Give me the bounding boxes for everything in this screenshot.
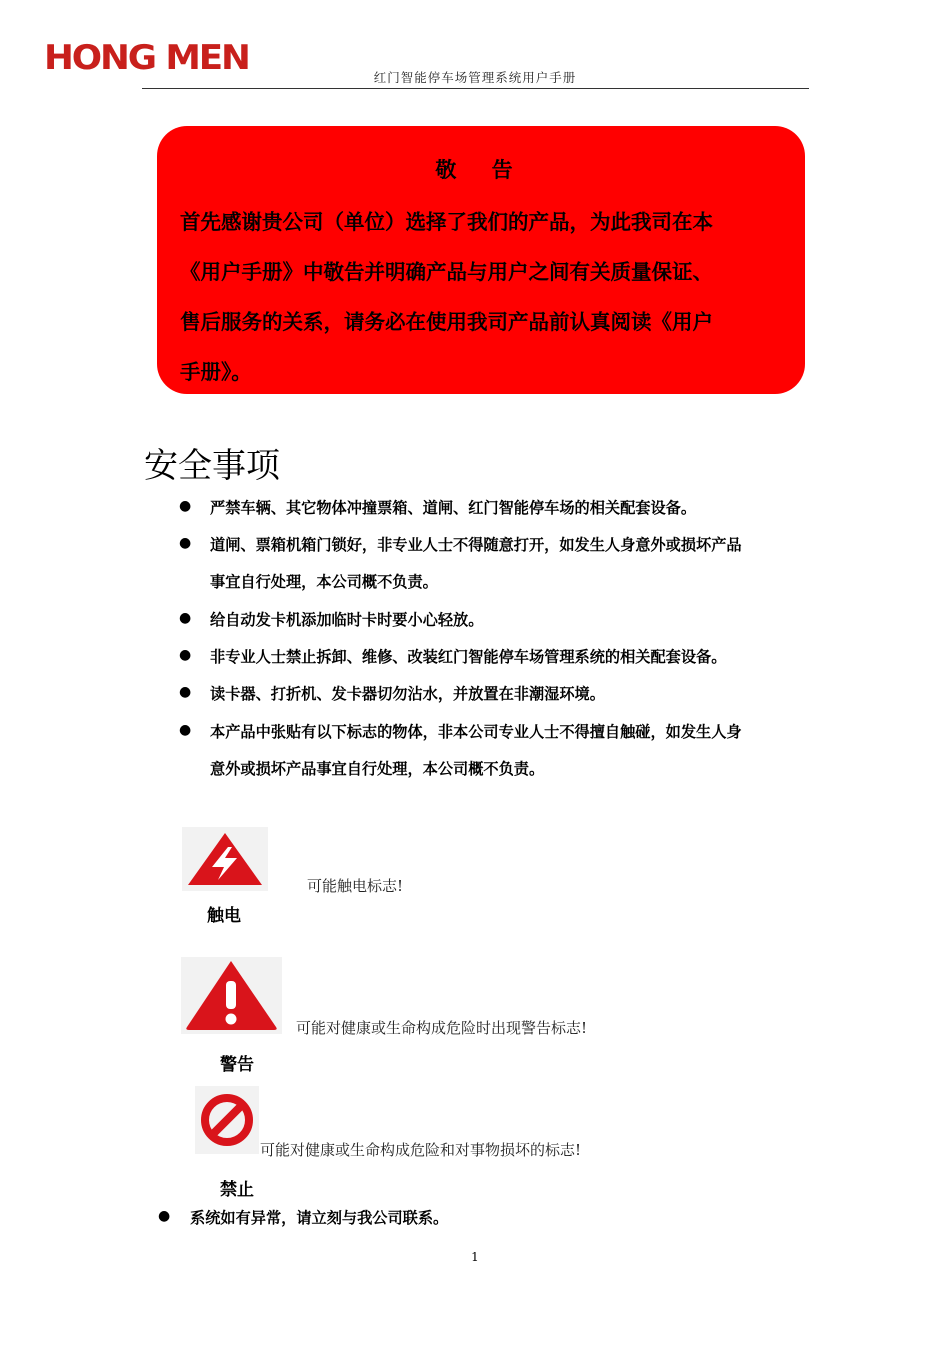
bullet-icon: ● — [179, 498, 192, 514]
section-title: 安全事项 — [144, 446, 280, 486]
list-item: 本产品中张贴有以下标志的物体，非本公司专业人士不得擅自触碰，如发生人身 — [210, 723, 742, 741]
notice-line: 《用户手册》中敬告并明确产品与用户之间有关质量保证、 — [180, 260, 713, 284]
bullet-icon: ● — [158, 1208, 171, 1224]
page-number: 1 — [471, 1250, 479, 1264]
sign-label-warning: 警告 — [220, 1055, 254, 1075]
bullet-icon: ● — [179, 535, 192, 551]
notice-line: 手册》。 — [180, 360, 252, 384]
sign-label-electric: 触电 — [207, 906, 241, 926]
bullet-icon: ● — [179, 722, 192, 738]
list-item-continuation: 事宜自行处理，本公司概不负责。 — [210, 573, 438, 591]
notice-line: 售后服务的关系，请务必在使用我司产品前认真阅读《用户 — [180, 310, 713, 334]
header-divider — [142, 88, 809, 89]
sign-description-electric: 可能触电标志! — [307, 877, 404, 895]
list-item-continuation: 意外或损坏产品事宜自行处理，本公司概不负责。 — [210, 760, 545, 778]
list-item: 非专业人士禁止拆卸、维修、改装红门智能停车场管理系统的相关配套设备。 — [210, 648, 727, 666]
logo-text: HONG MEN — [44, 38, 249, 78]
list-item: 读卡器、打折机、发卡器切勿沾水，并放置在非潮湿环境。 — [210, 685, 605, 703]
electric-shock-icon — [182, 827, 268, 891]
notice-box — [157, 126, 805, 394]
bullet-icon: ● — [179, 647, 192, 663]
list-item: 给自动发卡机添加临时卡时要小心轻放。 — [210, 611, 484, 629]
list-item: 严禁车辆、其它物体冲撞票箱、道闸、红门智能停车场的相关配套设备。 — [210, 499, 696, 517]
list-item: 道闸、票箱机箱门锁好，非专业人士不得随意打开，如发生人身意外或损坏产品 — [210, 536, 742, 554]
notice-line: 首先感谢贵公司（单位）选择了我们的产品，为此我司在本 — [180, 210, 713, 234]
bullet-icon: ● — [179, 610, 192, 626]
warning-icon — [181, 957, 282, 1034]
prohibited-icon — [195, 1086, 259, 1154]
notice-title: 敬 告 — [435, 158, 527, 182]
sign-description-warning: 可能对健康或生命构成危险时出现警告标志! — [296, 1019, 588, 1037]
sign-label-prohibited: 禁止 — [220, 1180, 254, 1200]
sign-description-prohibited: 可能对健康或生命构成危险和对事物损坏的标志! — [260, 1141, 582, 1159]
document-header-title: 红门智能停车场管理系统用户手册 — [373, 70, 577, 85]
hongmen-logo — [44, 38, 249, 78]
list-item: 系统如有异常，请立刻与我公司联系。 — [190, 1209, 449, 1227]
bullet-icon: ● — [179, 684, 192, 700]
